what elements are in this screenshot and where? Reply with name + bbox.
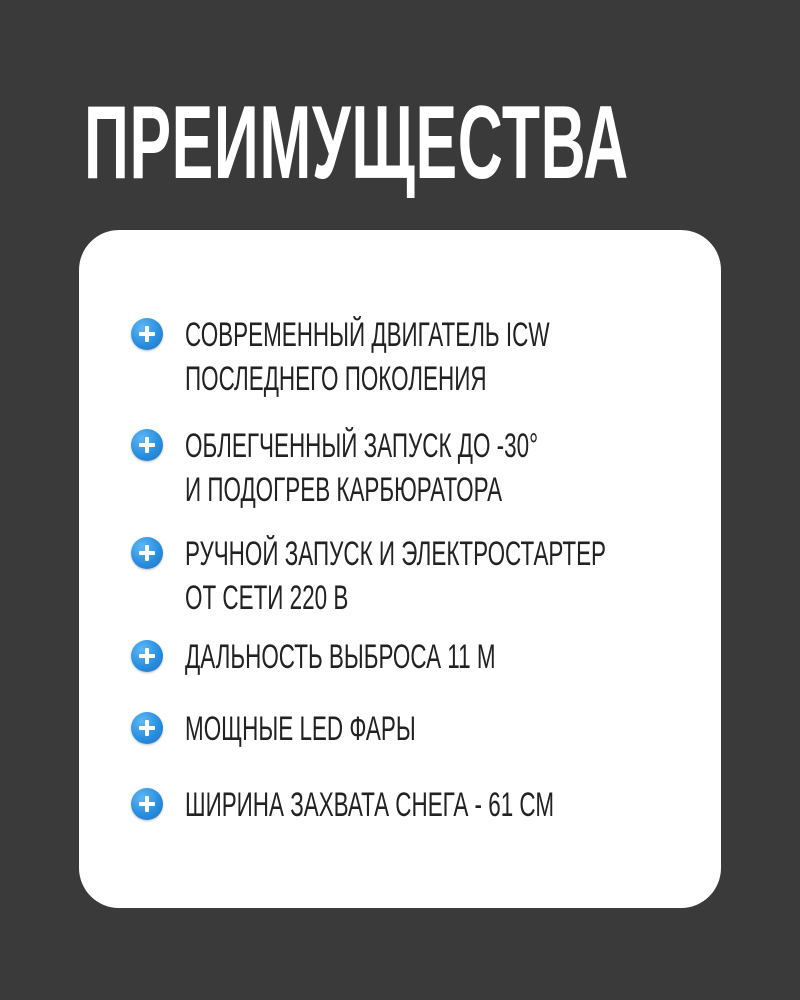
page-title: ПРЕИМУЩЕСТВА [84, 88, 629, 198]
feature-text [185, 635, 660, 679]
feature-text [185, 707, 660, 751]
plus-circle-icon [131, 788, 163, 820]
feature-line: МОЩНЫЕ LED ФАРЫ [185, 710, 416, 748]
feature-text [185, 424, 660, 512]
feature-line: ОТ СЕТИ 220 В [185, 579, 349, 617]
feature-line: ШИРИНА ЗАХВАТА СНЕГА - 61 СМ [185, 786, 555, 824]
feature-line: ДАЛЬНОСТЬ ВЫБРОСА 11 М [185, 638, 496, 676]
plus-circle-icon [131, 640, 163, 672]
feature-line: ОБЛЕГЧЕННЫЙ ЗАПУСК ДО -30° [185, 427, 539, 465]
plus-circle-icon [131, 318, 163, 350]
feature-text [185, 532, 660, 620]
plus-circle-icon [131, 429, 163, 461]
plus-circle-icon [131, 537, 163, 569]
plus-circle-icon [131, 712, 163, 744]
title-container [0, 88, 800, 198]
feature-line: СОВРЕМЕННЫЙ ДВИГАТЕЛЬ ICW [185, 316, 550, 354]
feature-line: И ПОДОГРЕВ КАРБЮРАТОРА [185, 471, 503, 509]
feature-text [185, 783, 660, 827]
feature-line: РУЧНОЙ ЗАПУСК И ЭЛЕКТРОСТАРТЕР [185, 535, 607, 573]
feature-text [185, 313, 660, 401]
feature-line: ПОСЛЕДНЕГО ПОКОЛЕНИЯ [185, 360, 487, 398]
features-card [79, 230, 721, 908]
